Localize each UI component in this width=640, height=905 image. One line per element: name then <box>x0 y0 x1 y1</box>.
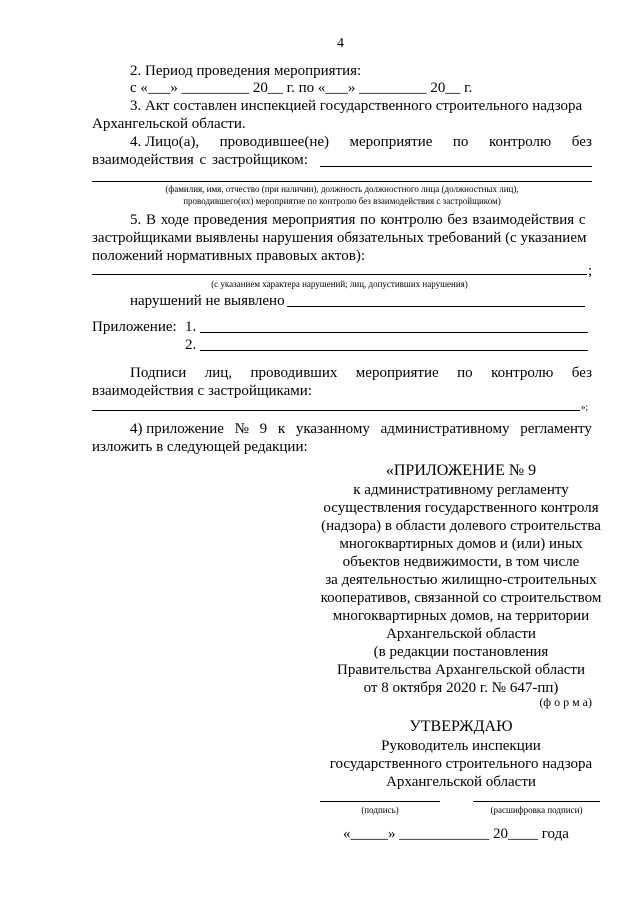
signatures-word: контролю <box>491 365 554 381</box>
item4-word: административному <box>380 421 510 437</box>
item4-word: регламенту <box>520 421 592 437</box>
signatures-word: без <box>571 365 592 381</box>
item4-line2: изложить в следующей редакции: <box>92 439 308 455</box>
approval-date-line: «_____» ____________ 20____ года <box>343 826 569 842</box>
section4-word: без <box>571 134 592 150</box>
appendix-line: многоквартирных домов, на территории <box>332 608 590 624</box>
signatures-blank <box>92 410 580 411</box>
appendix-line: многоквартирных домов и (или) иных <box>339 536 583 552</box>
approval-title: УТВЕРЖДАЮ <box>409 718 513 735</box>
item4-word: 4) приложение <box>130 421 224 437</box>
item4-word: 9 <box>259 421 268 437</box>
section2-dates: с «___» _________ 20__ г. по «___» _________ 20__ г. <box>130 80 473 96</box>
section5-line2: застройщиками выявлены нарушения обязательных требований (с указанием <box>92 230 587 246</box>
appendix-line: к административному регламенту <box>353 482 569 498</box>
appendix-line: Архангельской области <box>386 626 536 642</box>
section4-blank1 <box>320 166 592 167</box>
item4-word: № <box>234 421 249 437</box>
signatures-word: проводивших <box>250 365 338 381</box>
section4-line1 <box>130 133 592 151</box>
section4-word: мероприятие <box>349 134 433 150</box>
appendix-header <box>300 461 622 697</box>
signatures-line1 <box>130 364 592 382</box>
signatures-end: »; <box>581 402 589 412</box>
item4-word: к <box>277 421 286 437</box>
attachment-item2-number: 2. <box>185 337 197 353</box>
signatures-word: Подписи <box>130 365 187 381</box>
approval-line2: государственного строительного надзора <box>329 756 593 772</box>
section5-caption: (с указанием характера нарушений; лиц, допустивших нарушения) <box>211 279 468 289</box>
item4-line1 <box>130 420 592 438</box>
section4-caption1: (фамилия, имя, отчество (при наличии), должность должностного лица (должностных лиц), <box>165 184 519 194</box>
section4-caption2: проводившего(их) мероприятие по контролю без взаимодействия с застройщиком) <box>183 196 501 206</box>
section2-heading: 2. Период проведения мероприятия: <box>130 63 362 79</box>
approval-line3: Архангельской области <box>386 774 536 790</box>
section4-word: 4. Лицо(а), <box>130 134 200 150</box>
appendix-line: за деятельностью жилищно-строительных <box>325 572 597 588</box>
form-label: (ф о р м а) <box>539 695 592 709</box>
section4-word: по <box>452 134 469 150</box>
appendix-line: (надзора) в области долевого строительства <box>321 518 601 534</box>
section5-blank <box>92 274 587 275</box>
section5-semicolon: ; <box>588 263 593 279</box>
attachments-label: Приложение: <box>92 319 177 335</box>
appendix-line: (в редакции постановления <box>373 644 549 660</box>
attachment-item1-blank <box>200 332 588 333</box>
signatures-line2: взаимодействия с застройщиками: <box>92 383 312 399</box>
section4-blank2 <box>92 181 592 182</box>
signatures-word: по <box>457 365 473 381</box>
section4-word: проводившее(не) <box>219 134 330 150</box>
appendix-line: объектов недвижимости, в том числе <box>342 554 580 570</box>
approval-line1: Руководитель инспекции <box>381 738 541 754</box>
signature-blank <box>320 801 440 802</box>
section5-line3: положений нормативных правовых актов): <box>92 248 366 264</box>
name-blank <box>473 801 600 802</box>
section4-line2: взаимодействия с застройщиком: <box>92 152 308 168</box>
page-number: 4 <box>337 36 344 51</box>
appendix-line: от 8 октября 2020 г. № 647-пп) <box>363 680 559 696</box>
section3-line1: 3. Акт составлен инспекцией государственного строительного надзора <box>130 98 583 114</box>
no-violations-label: нарушений не выявлено <box>130 293 285 309</box>
signature-caption: (подпись) <box>361 805 399 815</box>
attachment-item2-blank <box>200 350 588 351</box>
section4-word: контролю <box>488 134 552 150</box>
appendix-line: осуществления государственного контроля <box>323 500 599 516</box>
name-caption: (расшифровка подписи) <box>490 805 583 815</box>
section3-line2: Архангельской области. <box>92 116 246 132</box>
no-violations-blank <box>287 306 585 307</box>
appendix-title: «ПРИЛОЖЕНИЕ № 9 <box>385 462 537 479</box>
section5-line1: 5. В ходе проведения мероприятия по контролю без взаимодействия с <box>130 212 586 228</box>
item4-word: указанному <box>295 421 370 437</box>
attachment-item1-number: 1. <box>185 319 197 335</box>
appendix-line: Правительства Архангельской области <box>336 662 585 678</box>
signatures-word: лиц, <box>204 365 233 381</box>
signatures-word: мероприятие <box>355 365 439 381</box>
appendix-line: кооперативов, связанной со строительством <box>320 590 602 606</box>
